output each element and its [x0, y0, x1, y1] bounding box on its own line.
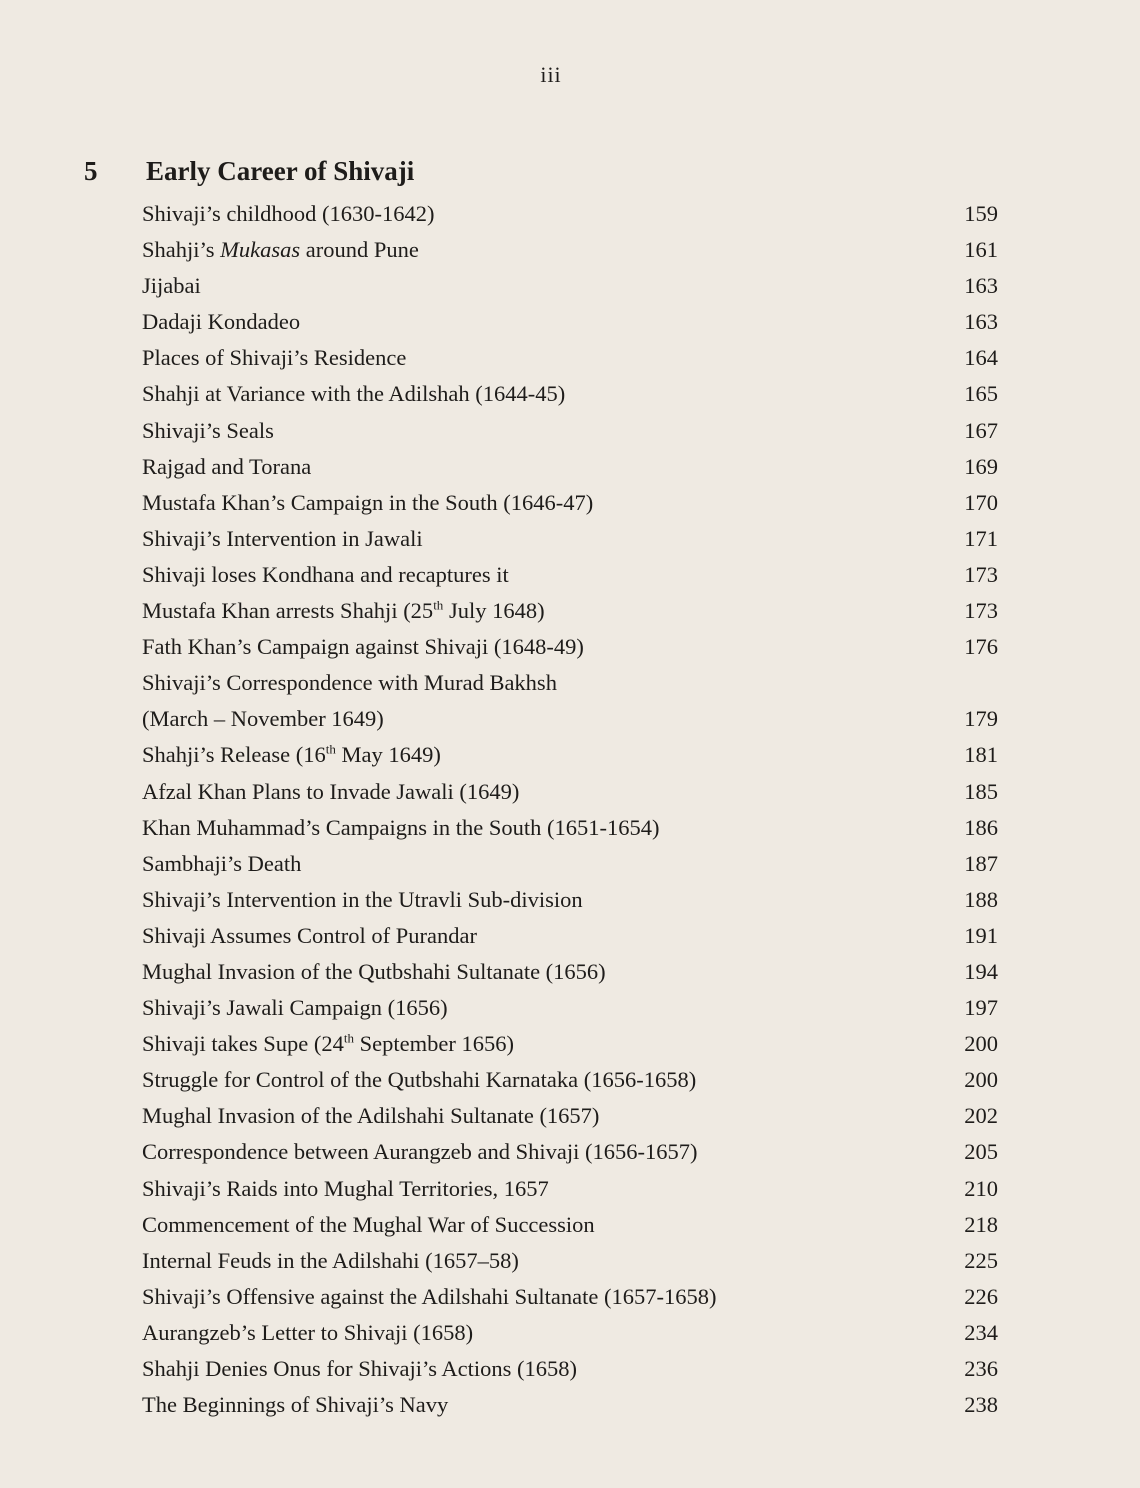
entry-page: 170 [964, 489, 998, 515]
entry-page: 161 [964, 237, 998, 263]
entry-page: 186 [964, 814, 998, 840]
entry-title: Shivaji takes Supe (24th September 1656) [142, 1030, 514, 1057]
toc-entry[interactable] [142, 1315, 998, 1351]
entry-title-line-1: Shivaji’s Correspondence with Murad Bakhsh [142, 670, 557, 696]
entry-page: 173 [964, 561, 998, 587]
entry-title: Fath Khan’s Campaign against Shivaji (1648-49) [142, 634, 584, 660]
toc-entry[interactable] [142, 954, 998, 990]
toc-entry[interactable] [142, 1351, 998, 1387]
toc-entry[interactable] [142, 268, 998, 304]
entry-title: Dadaji Kondadeo [142, 309, 301, 335]
entry-title: Aurangzeb’s Letter to Shivaji (1658) [142, 1319, 474, 1345]
entry-title: The Beginnings of Shivaji’s Navy [142, 1392, 449, 1418]
entry-page: 163 [964, 309, 998, 335]
entry-title: Shivaji’s childhood (1630-1642) [142, 201, 435, 226]
toc-entry[interactable] [142, 1026, 998, 1062]
entry-title: Places of Shivaji’s Residence [142, 345, 407, 371]
toc-entry[interactable] [142, 304, 998, 340]
toc-entry[interactable] [142, 1207, 998, 1243]
entry-title: Shivaji’s Intervention in the Utravli Sub-division [142, 886, 583, 912]
page-number: iii [540, 62, 562, 87]
entry-title: Shivaji’s Offensive against the Adilshahi Sultanate (1657-1658) [142, 1283, 717, 1309]
entry-page: 176 [964, 634, 998, 660]
entry-page: 210 [964, 1175, 998, 1201]
entry-title-superscript: th [343, 1030, 354, 1046]
toc-entry[interactable] [142, 990, 998, 1026]
entry-page: 191 [964, 922, 998, 948]
entry-page: 226 [964, 1283, 998, 1309]
toc-entry[interactable] [142, 918, 998, 954]
entry-title: Khan Muhammad’s Campaigns in the South (1651-1654) [142, 814, 660, 840]
entry-title-italic: Mukasas [220, 237, 301, 263]
entry-title: Afzal Khan Plans to Invade Jawali (1649) [142, 778, 520, 804]
entry-title: Rajgad and Torana [142, 453, 312, 479]
toc-entries [142, 196, 998, 1423]
toc-entry[interactable] [142, 882, 998, 918]
entry-page: 181 [964, 742, 998, 768]
toc-entry[interactable] [142, 1279, 998, 1315]
toc-entry[interactable] [142, 846, 998, 882]
toc-entry[interactable] [142, 1098, 998, 1134]
entry-title: Mustafa Khan arrests Shahji (25th July 1648) [142, 597, 545, 624]
entry-title: Sambhaji’s Death [142, 850, 302, 876]
toc-entry[interactable] [142, 557, 998, 593]
entry-title: Correspondence between Aurangzeb and Shivaji (1656-1657) [142, 1139, 698, 1165]
entry-title: Shivaji Assumes Control of Purandar [142, 922, 477, 948]
toc-entry[interactable] [142, 1243, 998, 1279]
entry-page: 165 [964, 381, 998, 407]
entry-page: 167 [964, 417, 998, 443]
toc-entry[interactable] [142, 810, 998, 846]
entry-page: 187 [964, 850, 998, 876]
toc-entry[interactable] [142, 1171, 998, 1207]
chapter-number: 5 [84, 156, 98, 186]
entry-page: 159 [964, 201, 998, 226]
toc-entry[interactable] [142, 1062, 998, 1098]
chapter-title: Early Career of Shivaji [146, 156, 415, 186]
entry-page: 169 [964, 453, 998, 479]
entry-page: 238 [964, 1392, 998, 1418]
entry-title: Jijabai [142, 273, 201, 299]
toc-entry[interactable] [142, 629, 998, 665]
entry-title: Shahji Denies Onus for Shivaji’s Actions (1658) [142, 1356, 577, 1381]
entry-title: Internal Feuds in the Adilshahi (1657–58) [142, 1247, 519, 1273]
entry-title-superscript: th [325, 741, 336, 757]
entry-page: 200 [964, 1067, 998, 1093]
toc-entry[interactable] [142, 340, 998, 376]
entry-page: 171 [964, 525, 998, 551]
entry-page: 234 [964, 1319, 998, 1345]
toc-entry[interactable] [142, 196, 998, 232]
entry-page: 205 [964, 1139, 998, 1165]
toc-entry[interactable] [142, 376, 998, 412]
chapter-heading [84, 156, 414, 187]
entry-page: 218 [964, 1211, 998, 1237]
toc-entry[interactable] [142, 1134, 998, 1170]
entry-title-superscript: th [433, 597, 444, 613]
entry-title: Shivaji loses Kondhana and recaptures it [142, 561, 509, 587]
toc-entry[interactable] [142, 665, 998, 737]
entry-page: 188 [964, 886, 998, 912]
entry-page: 200 [964, 1031, 998, 1057]
entry-page: 202 [964, 1103, 998, 1129]
entry-title: Shivaji’s Seals [142, 417, 274, 443]
toc-entry[interactable] [142, 521, 998, 557]
entry-page: 185 [964, 778, 998, 804]
entry-page: 194 [964, 958, 998, 984]
entry-title: Mughal Invasion of the Adilshahi Sultanate (1657) [142, 1103, 600, 1129]
toc-entry[interactable] [142, 593, 998, 629]
entry-title: Shivaji’s Jawali Campaign (1656) [142, 995, 448, 1021]
toc-entry[interactable] [142, 485, 998, 521]
entry-page: 197 [964, 995, 998, 1021]
entry-title: Shivaji’s Raids into Mughal Territories, 1657 [142, 1175, 549, 1201]
entry-title: Shahji’s Release (16th May 1649) [142, 741, 441, 768]
entry-page: 164 [964, 345, 998, 371]
toc-entry[interactable] [142, 413, 998, 449]
toc-entry[interactable] [142, 737, 998, 773]
entry-page: 173 [964, 598, 998, 624]
toc-entry[interactable] [142, 774, 998, 810]
entry-title: Shahji at Variance with the Adilshah (1644-45) [142, 381, 566, 407]
toc-entry[interactable] [142, 449, 998, 485]
entry-title: Mughal Invasion of the Qutbshahi Sultanate (1656) [142, 958, 606, 984]
entry-page: 179 [964, 706, 998, 732]
entry-title: Shahji’s Mukasas around Pune [142, 237, 419, 263]
entry-title: Commencement of the Mughal War of Succession [142, 1211, 595, 1237]
entry-title-line-2: (March – November 1649) [142, 706, 384, 732]
toc-entry[interactable] [142, 1387, 998, 1423]
entry-page: 163 [964, 273, 998, 299]
entry-title: Shivaji’s Intervention in Jawali [142, 525, 423, 551]
toc-entry[interactable] [142, 232, 998, 268]
entry-page: 236 [964, 1356, 998, 1381]
entry-title: Struggle for Control of the Qutbshahi Karnataka (1656-1658) [142, 1067, 697, 1093]
entry-title: Mustafa Khan’s Campaign in the South (1646-47) [142, 489, 594, 515]
entry-page: 225 [964, 1247, 998, 1273]
